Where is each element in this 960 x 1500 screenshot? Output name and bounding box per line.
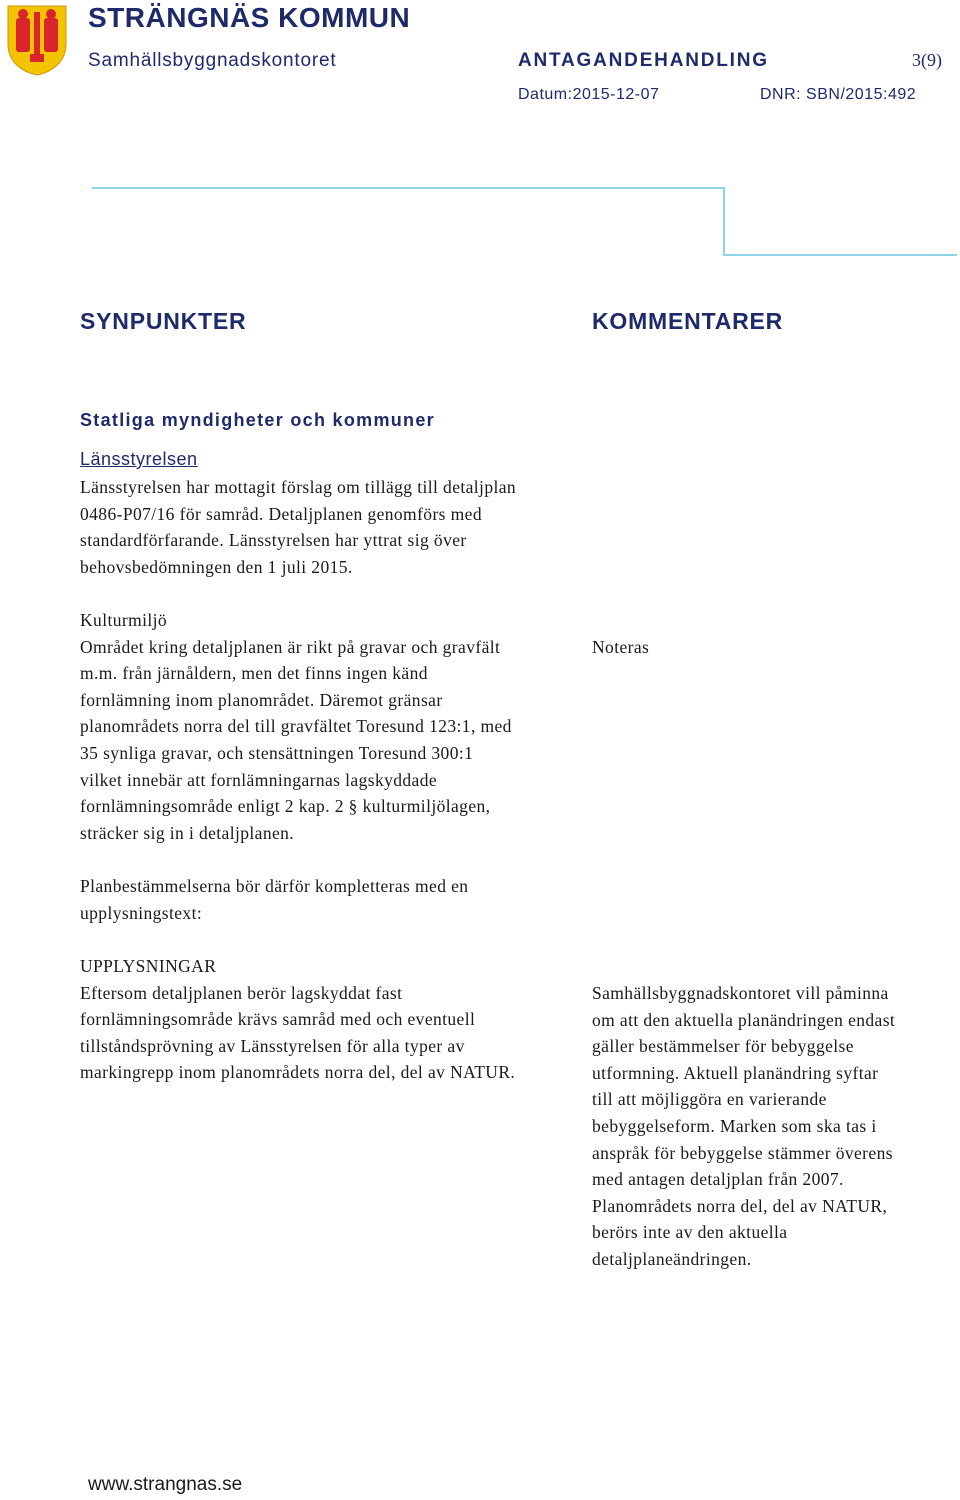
text-line: 0486-P07/16 för samråd. Detaljplanen genomförs med: [80, 503, 482, 524]
upplysningar-paragraph: [80, 953, 515, 1086]
text-line: standardförfarande. Länsstyrelsen har yttrat sig över: [80, 530, 467, 551]
text-line: tillståndsprövning av Länsstyrelsen för alla typer av: [80, 1035, 465, 1056]
comment-text: Noteras: [592, 637, 650, 657]
text-line: Samhällsbyggnadskontoret vill påminna: [592, 983, 889, 1003]
text-line: Eftersom detaljplanen berör lagskyddat fast: [80, 982, 403, 1003]
text-line: fornlämningsområde krävs samråd med och eventuell: [80, 1009, 476, 1030]
text-line: m.m. från järnåldern, men det finns ingen känd: [80, 663, 428, 684]
intro-paragraph: [80, 474, 516, 580]
page-number: 3(9): [912, 50, 942, 70]
text-line: 35 synliga gravar, och stensättningen Toresund 300:1: [80, 742, 474, 763]
text-line: Området kring detaljplanen är rikt på gravar och gravfält: [80, 636, 501, 657]
text-line: fornlämningsområde enligt 2 kap. 2 § kulturmiljölagen,: [80, 796, 491, 817]
kulturmiljo-paragraph: [80, 607, 512, 846]
text-line: Länsstyrelsen har mottagit förslag om tillägg till detaljplan: [80, 477, 517, 497]
text-line: utformning. Aktuell planändring syftar: [592, 1062, 879, 1083]
document-date: Datum:2015-12-07: [518, 86, 660, 103]
text-line: planområdets norra del till gravfältet Toresund 123:1, med: [80, 716, 512, 737]
section-heading: Statliga myndigheter och kommuner: [80, 410, 435, 430]
text-line: detaljplaneändringen.: [592, 1248, 752, 1269]
text-line: sträcker sig in i detaljplanen.: [80, 822, 295, 843]
text-line: berörs inte av den aktuella: [592, 1222, 788, 1243]
text-line: markingrepp inom planområdets norra del, del av NATUR.: [80, 1062, 516, 1083]
footer-website[interactable]: www.strangnas.se: [88, 1474, 243, 1495]
text-line: upplysningstext:: [80, 902, 203, 923]
text-line: behovsbedömningen den 1 juli 2015.: [80, 556, 353, 577]
comment-noteras: [592, 634, 649, 661]
header-rule-right: [723, 254, 957, 256]
text-line: fornlämning inom planområdet. Däremot gränsar: [80, 689, 443, 710]
comment-response: [592, 980, 895, 1273]
header-rule-step: [723, 187, 725, 256]
text-line: om att den aktuella planändringen endast: [592, 1009, 896, 1030]
column-heading-synpunkter: SYNPUNKTER: [80, 308, 247, 334]
kulturmiljo-heading: Kulturmiljö: [80, 610, 168, 630]
document-dnr: DNR: SBN/2015:492: [760, 86, 917, 103]
text-line: Planområdets norra del, del av NATUR,: [592, 1195, 888, 1216]
text-line: bebyggelseform. Marken som ska tas i: [592, 1115, 877, 1136]
text-line: vilket innebär att fornlämningarnas lagskyddade: [80, 769, 438, 790]
coat-of-arms-icon: [6, 4, 68, 76]
header-rule: [92, 187, 724, 189]
plan-paragraph: [80, 873, 468, 926]
text-line: anspråk för bebyggelse stämmer överens: [592, 1142, 893, 1163]
municipality-logo: [6, 4, 68, 76]
authority-title: Länsstyrelsen: [80, 449, 198, 469]
column-heading-kommentarer: KOMMENTARER: [592, 308, 784, 334]
document-type: ANTAGANDEHANDLING: [518, 50, 769, 71]
upplysningar-heading: UPPLYSNINGAR: [80, 956, 217, 976]
text-line: till att möjliggöra en varierande: [592, 1089, 827, 1110]
department-name: Samhällsbyggnadskontoret: [88, 50, 337, 71]
text-line: Planbestämmelserna bör därför kompletteras med en: [80, 876, 469, 896]
text-line: gäller bestämmelser för bebyggelse: [592, 1036, 854, 1057]
org-name: STRÄNGNÄS KOMMUN: [88, 2, 411, 33]
text-line: med antagen detaljplan från 2007.: [592, 1169, 844, 1190]
